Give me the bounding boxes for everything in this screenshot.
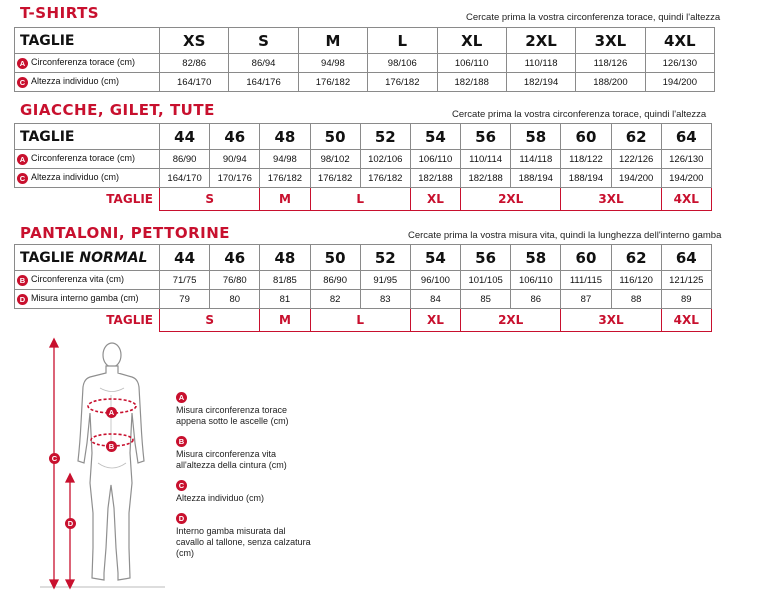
table-cell: 110/114 [461,150,511,169]
legend-badge-a: A [176,392,187,403]
row-label [15,54,160,73]
size-header: 58 [511,124,561,150]
table-cell: 170/176 [210,169,260,188]
group-label: TAGLIE [106,313,153,328]
table-cell: 164/176 [229,73,298,92]
badge-c: C [17,173,28,184]
table-cell: 126/130 [645,54,714,73]
table-cell: 118/122 [561,150,611,169]
size-group: M [260,188,310,211]
size-header: 2XL [506,28,575,54]
row-label-text: Misura interno gamba (cm) [31,293,139,304]
table-cell: 182/188 [461,169,511,188]
badge-d: D [17,294,28,305]
table-cell: 164/170 [160,73,229,92]
table-cell: 98/106 [368,54,437,73]
row-label [15,169,160,188]
legend-badge-b: B [176,436,187,447]
pantaloni-header-row [15,245,712,271]
size-group: S [160,309,260,332]
size-group: XL [410,309,460,332]
header-label-fit: NORMAL [79,249,148,266]
table-cell: 106/110 [511,271,561,290]
table-cell: 81/85 [260,271,310,290]
table-cell: 188/194 [561,169,611,188]
pantaloni-inseam-row [15,290,712,309]
table-cell: 176/182 [360,169,410,188]
body-measurement-figure [20,333,170,600]
table-cell: 81 [260,290,310,309]
giacche-group-row [15,188,712,211]
table-cell: 106/110 [410,150,460,169]
table-cell: 76/80 [210,271,260,290]
table-cell: 84 [410,290,460,309]
table-cell: 176/182 [260,169,310,188]
table-cell: 176/182 [368,73,437,92]
row-label-text: Circonferenza torace (cm) [31,153,136,164]
badge-a: A [17,154,28,165]
size-header: 58 [511,245,561,271]
legend-text: Misura circonferenza torace appena sotto le ascelle (cm) [176,405,289,426]
pantaloni-title: PANTALONI, PETTORINE [20,224,231,242]
table-cell: 82 [310,290,360,309]
tshirts-size-table [14,27,715,92]
size-header: M [298,28,367,54]
figure-label-d: D [65,518,76,529]
size-group: 3XL [561,309,661,332]
size-header: 52 [360,124,410,150]
tshirts-note: Cercate prima la vostra circonferenza torace, quindi l'altezza [466,12,721,23]
table-cell: 102/106 [360,150,410,169]
size-header: XS [160,28,229,54]
size-header: 44 [160,245,210,271]
size-header: 54 [410,245,460,271]
table-cell: 88 [611,290,661,309]
size-header: 60 [561,124,611,150]
table-cell: 194/200 [661,169,711,188]
legend-badge-d: D [176,513,187,524]
pantaloni-waist-row [15,271,712,290]
table-cell: 71/75 [160,271,210,290]
table-cell: 126/130 [661,150,711,169]
table-cell: 118/126 [576,54,645,73]
size-group: L [310,188,410,211]
giacche-title: GIACCHE, GILET, TUTE [20,101,215,119]
table-cell: 188/194 [511,169,561,188]
table-cell: 188/200 [576,73,645,92]
table-cell: 101/105 [461,271,511,290]
size-header: 64 [661,124,711,150]
table-cell: 86 [511,290,561,309]
size-header: 56 [461,245,511,271]
figure-label-b: B [106,441,117,452]
tshirts-header-label: TAGLIE [15,28,160,54]
table-cell: 83 [360,290,410,309]
size-header: 48 [260,245,310,271]
table-cell: 122/126 [611,150,661,169]
table-cell: 85 [461,290,511,309]
size-header: 3XL [576,28,645,54]
size-header: L [368,28,437,54]
table-cell: 164/170 [160,169,210,188]
legend-item [176,436,316,471]
table-cell: 110/118 [506,54,575,73]
size-header: 48 [260,124,310,150]
size-group: 2XL [461,309,561,332]
figure-label-c: C [49,453,60,464]
legend-text: Altezza individuo (cm) [176,493,265,503]
size-header: 50 [310,124,360,150]
table-cell: 96/100 [410,271,460,290]
size-group: 4XL [661,309,711,332]
table-cell: 89 [661,290,711,309]
legend-item [176,480,316,504]
size-group: 2XL [461,188,561,211]
table-cell: 194/200 [611,169,661,188]
size-group: 3XL [561,188,661,211]
size-group: XL [410,188,460,211]
size-header: 54 [410,124,460,150]
table-cell: 86/94 [229,54,298,73]
size-header: 44 [160,124,210,150]
giacche-header-label: TAGLIE [15,124,160,150]
size-header: XL [437,28,506,54]
table-cell: 176/182 [310,169,360,188]
table-cell: 116/120 [611,271,661,290]
size-header: 56 [461,124,511,150]
table-cell: 106/110 [437,54,506,73]
table-cell: 182/194 [506,73,575,92]
size-header: 52 [360,245,410,271]
table-cell: 86/90 [310,271,360,290]
size-header: 62 [611,124,661,150]
legend-text: Interno gamba misurata dal cavallo al tallone, senza calzatura (cm) [176,526,311,558]
row-label [15,290,160,309]
table-cell: 91/95 [360,271,410,290]
pantaloni-header-label [15,245,160,271]
size-group: S [160,188,260,211]
table-cell: 182/188 [410,169,460,188]
size-group: M [260,309,310,332]
row-label [15,73,160,92]
table-cell: 79 [160,290,210,309]
giacche-header-row [15,124,712,150]
legend-text: Misura circonferenza vita all'altezza della cintura (cm) [176,449,287,470]
table-cell: 90/94 [210,150,260,169]
size-group: L [310,309,410,332]
badge-b: B [17,275,28,286]
row-label [15,150,160,169]
legend-item [176,513,316,559]
table-cell: 194/200 [645,73,714,92]
size-header: 60 [561,245,611,271]
table-cell: 121/125 [661,271,711,290]
badge-c: C [17,77,28,88]
table-cell: 176/182 [298,73,367,92]
giacche-size-table [14,123,712,211]
size-header: 4XL [645,28,714,54]
body-outline-illustration [20,333,170,595]
size-header: S [229,28,298,54]
giacche-height-row [15,169,712,188]
tshirts-title: T-SHIRTS [20,4,100,22]
table-cell: 182/188 [437,73,506,92]
row-label-text: Circonferenza torace (cm) [31,57,136,68]
badge-a: A [17,58,28,69]
table-cell: 82/86 [160,54,229,73]
row-label-text: Altezza individuo (cm) [31,172,120,183]
giacche-chest-row [15,150,712,169]
table-cell: 111/115 [561,271,611,290]
table-cell: 114/118 [511,150,561,169]
size-header: 64 [661,245,711,271]
size-header: 46 [210,124,260,150]
tshirts-chest-row [15,54,715,73]
size-header: 62 [611,245,661,271]
legend-badge-c: C [176,480,187,491]
table-cell: 80 [210,290,260,309]
row-label-text: Circonferenza vita (cm) [31,274,125,285]
group-label: TAGLIE [106,192,153,207]
giacche-note: Cercate prima la vostra circonferenza torace, quindi l'altezza [452,109,707,120]
table-cell: 94/98 [260,150,310,169]
measurement-legend [176,392,316,568]
row-label-text: Altezza individuo (cm) [31,76,120,87]
row-label [15,271,160,290]
table-cell: 87 [561,290,611,309]
tshirts-height-row [15,73,715,92]
figure-label-a: A [106,407,117,418]
header-label-text: TAGLIE [20,249,75,266]
legend-item [176,392,316,427]
size-group: 4XL [661,188,711,211]
tshirts-header-row [15,28,715,54]
table-cell: 98/102 [310,150,360,169]
size-header: 46 [210,245,260,271]
pantaloni-group-row [15,309,712,332]
pantaloni-note: Cercate prima la vostra misura vita, quindi la lunghezza dell'interno gamba [408,230,722,241]
table-cell: 94/98 [298,54,367,73]
size-header: 50 [310,245,360,271]
pantaloni-size-table [14,244,712,332]
table-cell: 86/90 [160,150,210,169]
